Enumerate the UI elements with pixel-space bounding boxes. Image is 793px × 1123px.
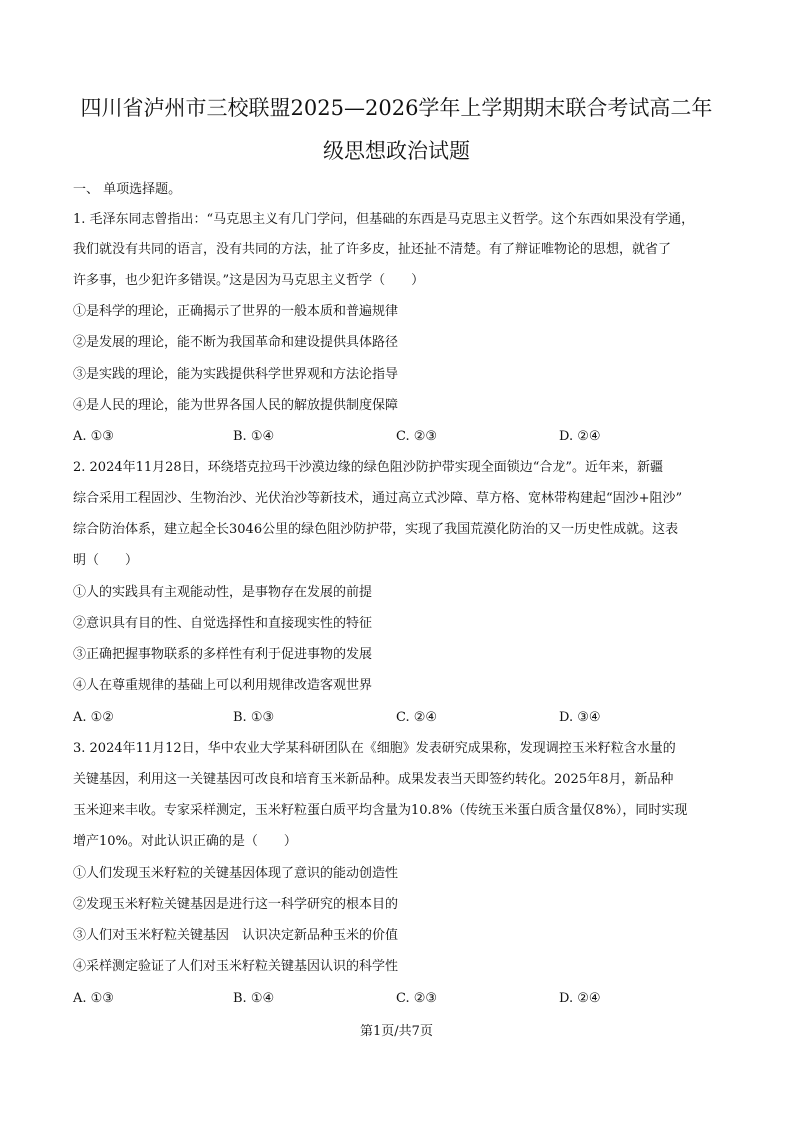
q3-item-1: ①人们发现玉米籽粒的关键基因体现了意识的能动创造性	[73, 866, 399, 881]
page-title-line-1: 四川省泸州市三校联盟2025—2026学年上学期期末联合考试高二年	[80, 96, 713, 120]
q3-option-c[interactable]: C. ②③	[396, 991, 438, 1006]
q2-option-b[interactable]: B. ①③	[233, 710, 275, 725]
q3-item-2: ②发现玉米籽粒关键基因是进行这一科学研究的根本目的	[73, 897, 399, 912]
q3-option-d[interactable]: D. ②④	[559, 991, 601, 1006]
q1-options	[73, 429, 733, 445]
q1-option-b[interactable]: B. ①④	[233, 429, 275, 444]
q2-item-2: ②意识具有目的性、自觉选择性和直接现实性的特征	[73, 616, 373, 631]
q1-stem-line-2: 我们就没有共同的语言，没有共同的方法，扯了许多皮，扯还扯不清楚。有了辩证唯物论的思想，就省了	[73, 242, 672, 257]
q3-item-4: ④采样测定验证了人们对玉米籽粒关键基因认识的科学性	[73, 959, 399, 974]
q1-option-c[interactable]: C. ②③	[396, 429, 438, 444]
q2-options	[73, 710, 733, 726]
q2-stem-line-2: 综合采用工程固沙、生物治沙、光伏治沙等新技术，通过高立式沙障、草方格、宽林带构建起“固沙+阻沙”	[73, 491, 683, 506]
q1-item-2: ②是发展的理论，能不断为我国革命和建设提供具体路径	[73, 335, 399, 350]
q3-stem-line-4: 增产10%。对此认识正确的是（ ）	[73, 834, 297, 849]
q2-stem-line-4: 明（ ）	[73, 553, 139, 568]
page-number: 第1页/共7页	[360, 1024, 433, 1039]
q1-stem-line-3: 许多事，也少犯许多错误。”这是因为马克思主义哲学（ ）	[73, 273, 425, 288]
q2-item-1: ①人的实践具有主观能动性，是事物存在发展的前提	[73, 585, 373, 600]
q2-option-a[interactable]: A. ①②	[73, 710, 114, 725]
q2-option-d[interactable]: D. ③④	[559, 710, 601, 725]
q3-stem-line-1: 3. 2024年11月12日，华中农业大学某科研团队在《细胞》发表研究成果称，发现调控玉米籽粒含水量的	[73, 741, 676, 756]
q1-item-3: ③是实践的理论，能为实践提供科学世界观和方法论指导	[73, 367, 399, 382]
q3-option-b[interactable]: B. ①④	[233, 991, 275, 1006]
q2-option-c[interactable]: C. ②④	[396, 710, 438, 725]
q1-option-d[interactable]: D. ②④	[559, 429, 601, 444]
q1-option-a[interactable]: A. ①③	[73, 429, 114, 444]
q3-options	[73, 991, 733, 1007]
q2-stem-line-1: 2. 2024年11月28日，环绕塔克拉玛干沙漠边缘的绿色阻沙防护带实现全面锁边“合龙”。近年来，新疆	[73, 460, 663, 475]
q3-stem-line-2: 关键基因，利用这一关键基因可改良和培育玉米新品种。成果发表当天即签约转化。2025年8月，新品种	[73, 772, 674, 787]
q2-item-4: ④人在尊重规律的基础上可以利用规律改造客观世界	[73, 678, 373, 693]
q3-item-3: ③人们对玉米籽粒关键基因 认识决定新品种玉米的价值	[73, 928, 399, 943]
q2-stem-line-3: 综合防治体系，建立起全长3046公里的绿色阻沙防护带，实现了我国荒漠化防治的又一历史性成就。这表	[73, 522, 679, 537]
q1-item-4: ④是人民的理论，能为世界各国人民的解放提供制度保障	[73, 398, 399, 413]
q3-stem-line-3: 玉米迎来丰收。专家采样测定，玉米籽粒蛋白质平均含量为10.8%（传统玉米蛋白质含量仅8%），同时实现	[73, 803, 688, 818]
q2-item-3: ③正确把握事物联系的多样性有利于促进事物的发展	[73, 647, 373, 662]
section-heading: 一、 单项选择题。	[73, 182, 182, 197]
q1-item-1: ①是科学的理论，正确揭示了世界的一般本质和普遍规律	[73, 304, 399, 319]
page-title-line-2: 级思想政治试题	[323, 139, 470, 163]
q3-option-a[interactable]: A. ①③	[73, 991, 114, 1006]
q1-stem-line-1: 1. 毛泽东同志曾指出：“马克思主义有几门学问，但基础的东西是马克思主义哲学。这个东西如果没有学通，	[73, 212, 695, 227]
